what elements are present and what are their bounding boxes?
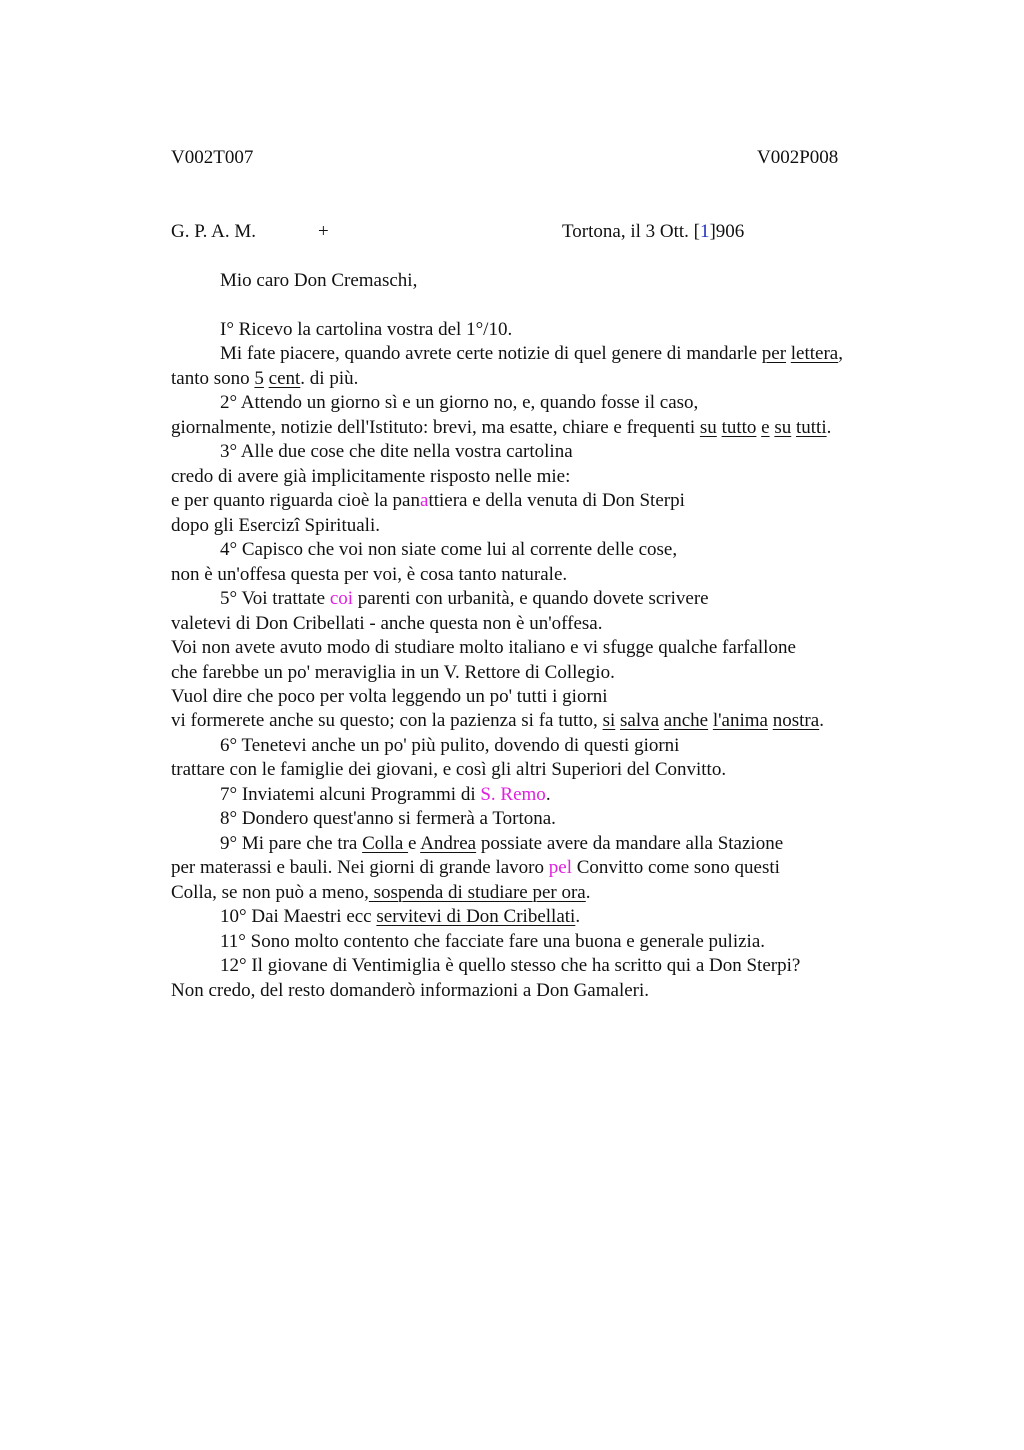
body-line: per materassi e bauli. Nei giorni di grande lavoro pel Convitto come sono questi [171, 857, 780, 878]
body-line: e per quanto riguarda cioè la panattiera e della venuta di Don Sterpi [171, 490, 685, 511]
body-line: Mi fate piacere, quando avrete certe notizie di quel genere di mandarle per lettera, [220, 343, 843, 364]
body-line: vi formerete anche su questo; con la pazienza si fa tutto, si salva anche l'anima nostra. [171, 710, 824, 731]
body-line: 7° Inviatemi alcuni Programmi di S. Remo. [220, 784, 551, 805]
cross-symbol: + [318, 221, 329, 242]
document-code-right: V002P008 [757, 147, 839, 168]
editorial-digit: 1 [699, 221, 710, 242]
body-line: 2° Attendo un giorno sì e un giorno no, e, quando fosse il caso, [220, 392, 699, 413]
body-line: Vuol dire che poco per volta leggendo un po' tutti i giorni [171, 686, 608, 707]
body-line: Non credo, del resto domanderò informazioni a Don Gamaleri. [171, 980, 650, 1001]
letter-date: Tortona, il 3 Ott. [1]906 [562, 221, 745, 242]
body-line: 4° Capisco che voi non siate come lui al corrente delle cose, [220, 539, 678, 560]
body-line: credo di avere già implicitamente risposto nelle mie: [171, 466, 571, 487]
body-line: Colla, se non può a meno, sospenda di studiare per ora. [171, 882, 591, 903]
body-line: tanto sono 5 cent. di più. [171, 368, 359, 389]
document-code-left: V002T007 [171, 147, 254, 168]
salutation: Mio caro Don Cremaschi, [220, 270, 418, 291]
body-line: dopo gli Esercizi Spirituali. [171, 515, 380, 536]
body-line: 3° Alle due cose che dite nella vostra cartolina [220, 441, 573, 462]
body-line: 9° Mi pare che tra Colla e Andrea possiate avere da mandare alla Stazione [220, 833, 784, 854]
body-line: 5° Voi trattate coi parenti con urbanità, e quando dovete scrivere [220, 588, 709, 609]
body-line: 6° Tenetevi anche un po' più pulito, dovendo di questi giorni [220, 735, 680, 756]
body-line: 12° Il giovane di Ventimiglia è quello stesso che ha scritto qui a Don Sterpi? [220, 955, 801, 976]
body-line: 11° Sono molto contento che facciate fare una buona e generale pulizia. [220, 931, 765, 952]
letterhead-initials: G. P. A. M. [171, 221, 256, 242]
body-line: 8° Dondero quest'anno si fermerà a Tortona. [220, 808, 556, 829]
body-line: giornalmente, notizie dell'Istituto: brevi, ma esatte, chiare e frequenti su tutto e su tutti. [171, 417, 832, 438]
body-line: valetevi di Don Cribellati - anche questa non è un'offesa. [171, 613, 603, 634]
body-line: che farebbe un po' meraviglia in un V. Rettore di Collegio. [171, 662, 615, 683]
body-line: Voi non avete avuto modo di studiare molto italiano e vi sfugge qualche farfallone [171, 637, 796, 658]
body-line: 10° Dai Maestri ecc servitevi di Don Cribellati. [220, 906, 581, 927]
body-line: trattare con le famiglie dei giovani, e così gli altri Superiori del Convitto. [171, 759, 727, 780]
body-line: non è un'offesa questa per voi, è cosa tanto naturale. [171, 564, 568, 585]
body-line: I° Ricevo la cartolina vostra del 1°/10. [220, 319, 513, 340]
